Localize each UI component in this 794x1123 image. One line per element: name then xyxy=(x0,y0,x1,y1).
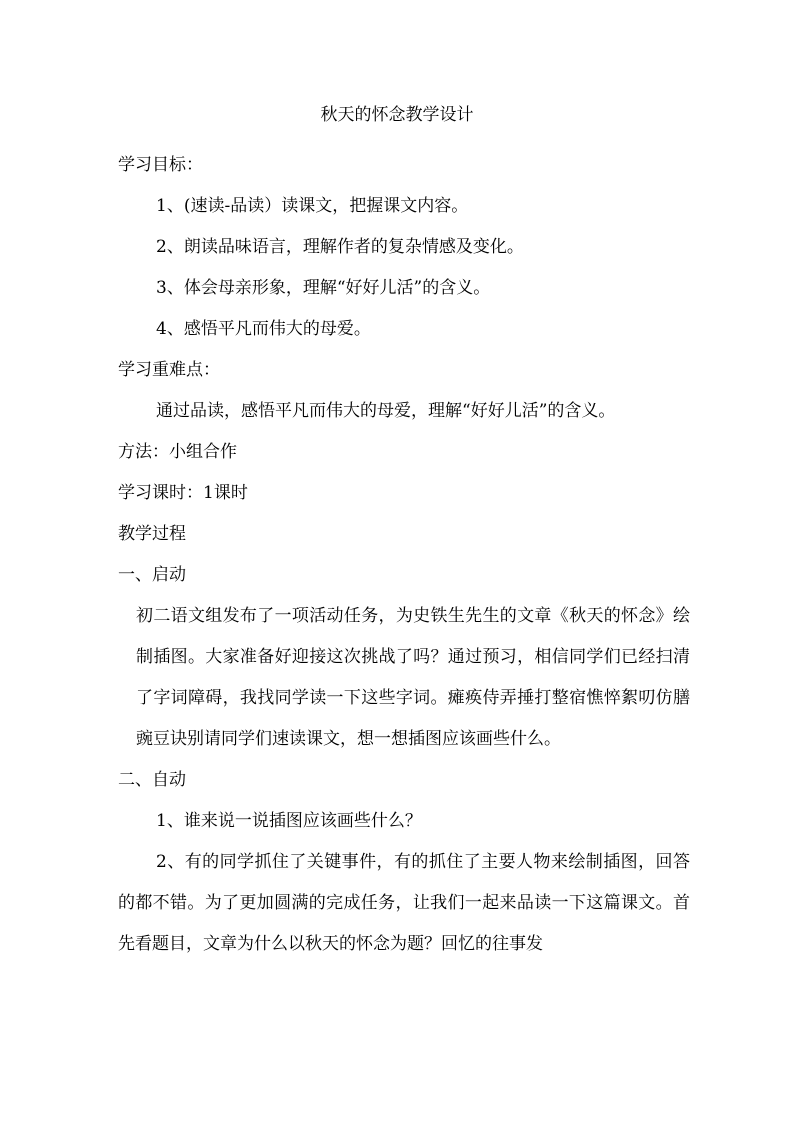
key-points-heading: 学习重难点： xyxy=(118,360,220,380)
objective-item-3: 3、体会母亲形象，理解“好好儿活”的含义。 xyxy=(156,278,491,298)
objective-item-2: 2、朗读品味语言，理解作者的复杂情感及变化。 xyxy=(156,237,524,257)
section1-heading: 一、启动 xyxy=(118,565,186,585)
document-title: 秋天的怀念教学设计 xyxy=(320,105,474,125)
document-body xyxy=(118,145,690,965)
objective-item-1: 1、(速读-品读）读课文，把握课文内容。 xyxy=(156,196,469,216)
section2-heading: 二、自动 xyxy=(118,770,186,790)
objective-item-4: 4、感悟平凡而伟大的母爱。 xyxy=(156,319,371,339)
section2-item-1: 1、谁来说一说插图应该画些什么？ xyxy=(156,811,422,831)
section1-paragraph: 初二语文组发布了一项活动任务，为史铁生先生的文章《秋天的怀念》绘制插图。大家准备好迎接这次挑战了吗？通过预习，相信同学们已经扫清了字词障碍，我找同学读一下这些字词。瘫痪侍弄捶打整宿憔悴絮叨仿膳豌豆诀别请同学们速读课文，想一想插图应该画些什么。 xyxy=(136,606,690,749)
objectives-heading: 学习目标： xyxy=(118,155,203,175)
process-heading: 教学过程 xyxy=(118,524,186,544)
method-line: 方法：小组合作 xyxy=(118,442,237,462)
class-hours-line: 学习课时：1课时 xyxy=(118,483,248,503)
key-points-text: 通过品读，感悟平凡而伟大的母爱，理解“好好儿活”的含义。 xyxy=(156,401,616,421)
section2-item-2: 2、有的同学抓住了关键事件，有的抓住了主要人物来绘制插图，回答的都不错。为了更加圆满的完成任务，让我们一起来品读一下这篇课文。首先看题目，文章为什么以秋天的怀念为题？回忆的往事发 xyxy=(118,852,690,954)
